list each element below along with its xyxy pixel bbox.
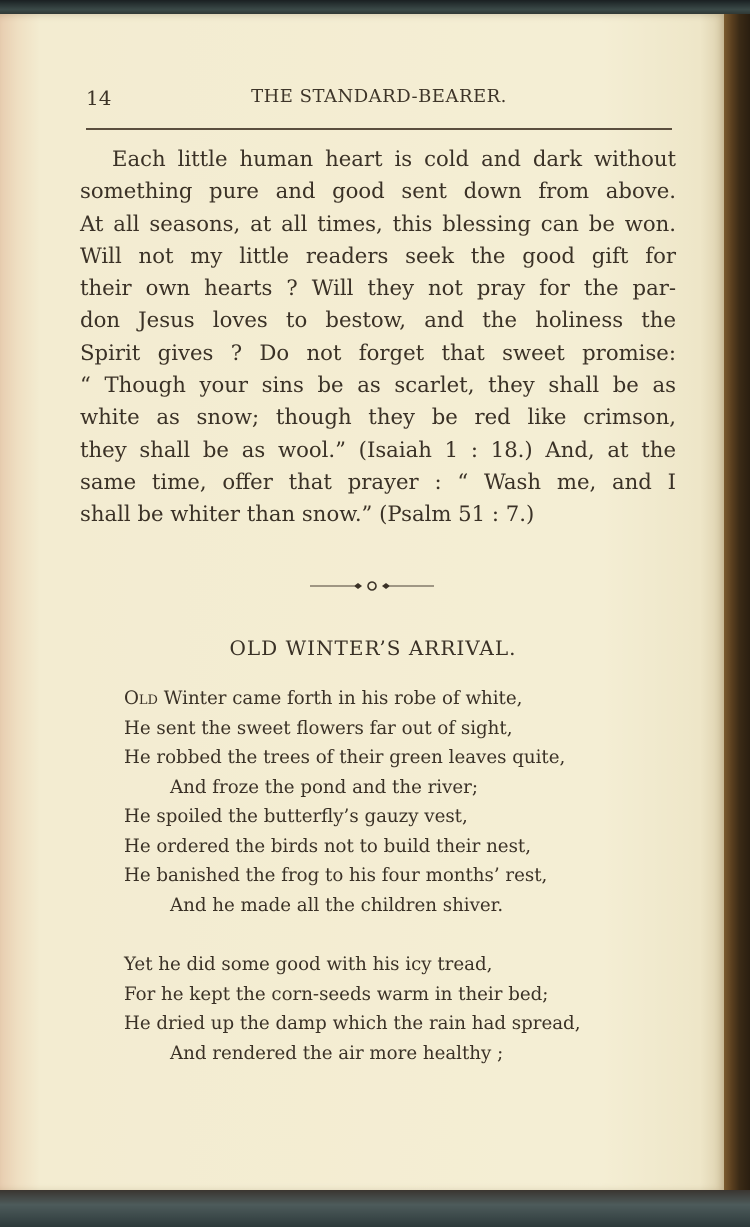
poem-verse: Yet he did some good with his icy tread, [124,954,493,975]
prose-line: Spirit gives ? Do not forget that sweet promise: [80,339,676,365]
prose-line: shall be whiter than snow.” (Psalm 51 : 7.) [80,501,535,527]
book-spine [724,14,750,1192]
prose-line: “ Though your sins be as scarlet, they shall be as [80,372,676,398]
prose-line: same time, offer that prayer : “ Wash me, and I [80,468,676,494]
poem-stanza-1 [124,684,565,920]
prose-line: something pure and good sent down from above. [80,178,676,204]
poem-verse: And froze the pond and the river; [170,776,478,798]
prose-line: white as snow; though they be red like crimson, [80,404,676,430]
poem-verse: For he kept the corn-seeds warm in their bed; [124,983,549,1005]
poem-verse: He sent the sweet flowers far out of sight, [124,717,513,739]
book-cover-bottom [0,1190,750,1227]
page-header [86,84,672,116]
running-title: THE STANDARD-BEARER. [251,86,507,107]
prose-line: they shall be as wool.” (Isaiah 1 : 18.) And, at the [80,436,676,462]
poem-verse: He robbed the trees of their green leaves quite, [124,747,566,768]
prose-line: Will not my little readers seek the good gift for [80,242,676,268]
poem-verse: He spoiled the butterfly’s gauzy vest, [124,806,468,827]
poem-verse: And he made all the children shiver. [170,894,504,916]
poem-verse [124,684,565,714]
poem-verse: And rendered the air more healthy ; [170,1042,504,1064]
prose-paragraph [80,143,676,531]
section-divider-ornament [310,578,434,594]
poem-verse: He banished the frog to his four months’ rest, [124,865,548,886]
poem-stanza-2 [124,950,580,1068]
prose-line: don Jesus loves to bestow, and the holiness the [80,307,676,333]
poem-verse: He ordered the birds not to build their nest, [124,835,531,857]
page-number: 14 [86,86,112,110]
prose-line: Each little human heart is cold and dark without [112,146,676,171]
poem-verse: He dried up the damp which the rain had spread, [124,1013,581,1034]
poem-first-word: Old [124,688,158,709]
prose-line: At all seasons, at all times, this blessing can be won. [80,210,676,236]
header-rule [86,128,672,130]
poem-verse-rest: Winter came forth in his robe of white, [157,688,523,709]
prose-line: their own hearts ? Will they not pray for the par- [80,275,676,301]
poem-title: OLD WINTER’S ARRIVAL. [229,636,517,660]
